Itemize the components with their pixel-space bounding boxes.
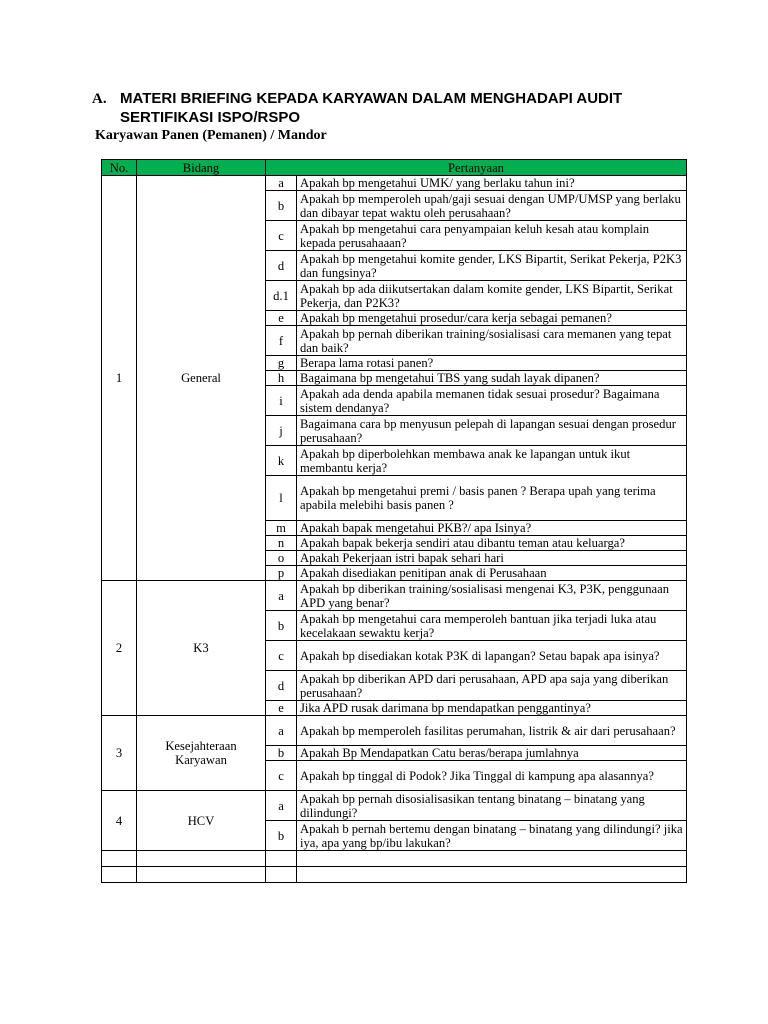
question-letter: j [266, 416, 297, 446]
empty-cell [266, 867, 297, 883]
group-bidang: HCV [137, 791, 266, 851]
question-text: Apakah bapak bekerja sendiri atau dibantu teman atau keluarga? [297, 536, 687, 551]
question-text: Apakah bp mengetahui prosedur/cara kerja sebagai pemanen? [297, 311, 687, 326]
empty-cell [266, 851, 297, 867]
question-letter: b [266, 611, 297, 641]
empty-row [102, 851, 687, 867]
question-letter: c [266, 761, 297, 791]
question-text: Apakah disediakan penitipan anak di Perusahaan [297, 566, 687, 581]
question-text: Apakah bp ada diikutsertakan dalam komite gender, LKS Bipartit, Serikat Pekerja, dan P2K3? [297, 281, 687, 311]
question-letter: m [266, 521, 297, 536]
question-letter: p [266, 566, 297, 581]
question-letter: i [266, 386, 297, 416]
group-number: 2 [102, 581, 137, 716]
question-text: Apakah bp mengetahui cara penyampaian keluh kesah atau komplain kepada perusahaaan? [297, 221, 687, 251]
question-letter: a [266, 716, 297, 746]
question-text: Apakah bp mengetahui premi / basis panen ? Berapa upah yang terima apabila melebihi basis panen ? [297, 476, 687, 521]
question-text: Bagaimana bp mengetahui TBS yang sudah layak dipanen? [297, 371, 687, 386]
question-text: Apakah bp pernah disosialisasikan tentang binatang – binatang yang dilindungi? [297, 791, 687, 821]
table-header-row [102, 160, 687, 176]
question-text: Apakah bp mengetahui komite gender, LKS Bipartit, Serikat Pekerja, P2K3 dan fungsinya? [297, 251, 687, 281]
document-subtitle: Karyawan Panen (Pemanen) / Mandor [95, 128, 327, 143]
empty-row [102, 867, 687, 883]
empty-cell [137, 851, 266, 867]
question-letter: g [266, 356, 297, 371]
question-letter: n [266, 536, 297, 551]
table-row [102, 176, 687, 191]
question-letter: k [266, 446, 297, 476]
question-text: Apakah bp diperbolehkan membawa anak ke lapangan untuk ikut membantu kerja? [297, 446, 687, 476]
question-text: Apakah bp memperoleh upah/gaji sesuai dengan UMP/UMSP yang berlaku dan dibayar tepat waktu oleh perusahaan? [297, 191, 687, 221]
question-table [101, 159, 687, 883]
question-text: Berapa lama rotasi panen? [297, 356, 687, 371]
header-pertanyaan: Pertanyaan [266, 160, 687, 176]
empty-cell [102, 867, 137, 883]
question-letter: o [266, 551, 297, 566]
question-letter: d [266, 671, 297, 701]
table-row [102, 791, 687, 821]
table-row [102, 716, 687, 746]
question-letter: a [266, 176, 297, 191]
question-letter: c [266, 221, 297, 251]
table-row [102, 581, 687, 611]
header-bidang: Bidang [137, 160, 266, 176]
group-number: 3 [102, 716, 137, 791]
group-bidang: Kesejahteraan Karyawan [137, 716, 266, 791]
empty-cell [137, 867, 266, 883]
question-text: Apakah bp mengetahui cara memperoleh bantuan jika terjadi luka atau kecelakaan sewaktu kerja? [297, 611, 687, 641]
group-bidang: K3 [137, 581, 266, 716]
empty-cell [102, 851, 137, 867]
section-number: A. [92, 91, 107, 107]
question-text: Apakah bp pernah diberikan training/sosialisasi cara memanen yang tepat dan baik? [297, 326, 687, 356]
question-letter: a [266, 791, 297, 821]
question-letter: b [266, 821, 297, 851]
question-letter: d [266, 251, 297, 281]
question-letter: e [266, 701, 297, 716]
question-text: Apakah bp mengetahui UMK/ yang berlaku tahun ini? [297, 176, 687, 191]
question-text: Apakah bp diberikan APD dari perusahaan, APD apa saja yang diberikan perusahaan? [297, 671, 687, 701]
question-letter: l [266, 476, 297, 521]
question-letter: h [266, 371, 297, 386]
question-text: Apakah b pernah bertemu dengan binatang – binatang yang dilindungi? jika iya, apa yang bp/ibu lakukan? [297, 821, 687, 851]
question-letter: b [266, 746, 297, 761]
question-letter: a [266, 581, 297, 611]
question-text: Apakah bp disediakan kotak P3K di lapangan? Setau bapak apa isinya? [297, 641, 687, 671]
question-text: Apakah ada denda apabila memanen tidak sesuai prosedur? Bagaimana sistem dendanya? [297, 386, 687, 416]
question-text: Apakah bp tinggal di Podok? Jika Tinggal di kampung apa alasannya? [297, 761, 687, 791]
group-number: 1 [102, 176, 137, 581]
question-letter: d.1 [266, 281, 297, 311]
question-letter: b [266, 191, 297, 221]
question-text: Apakah Pekerjaan istri bapak sehari hari [297, 551, 687, 566]
question-letter: c [266, 641, 297, 671]
group-bidang: General [137, 176, 266, 581]
question-text: Bagaimana cara bp menyusun pelepah di lapangan sesuai dengan prosedur perusahaan? [297, 416, 687, 446]
question-text: Jika APD rusak darimana bp mendapatkan penggantinya? [297, 701, 687, 716]
group-number: 4 [102, 791, 137, 851]
section-title: MATERI BRIEFING KEPADA KARYAWAN DALAM MENGHADAPI AUDIT SERTIFIKASI ISPO/RSPO [120, 90, 623, 126]
question-letter: f [266, 326, 297, 356]
question-text: Apakah bp memperoleh fasilitas perumahan, listrik & air dari perusahaan? [297, 716, 687, 746]
question-letter: e [266, 311, 297, 326]
question-text: Apakah bapak mengetahui PKB?/ apa Isinya? [297, 521, 687, 536]
header-no: No. [102, 160, 137, 176]
question-text: Apakah Bp Mendapatkan Catu beras/berapa jumlahnya [297, 746, 687, 761]
question-text: Apakah bp diberikan training/sosialisasi mengenai K3, P3K, penggunaan APD yang benar? [297, 581, 687, 611]
empty-cell [297, 867, 687, 883]
empty-cell [297, 851, 687, 867]
section-heading [92, 89, 692, 127]
